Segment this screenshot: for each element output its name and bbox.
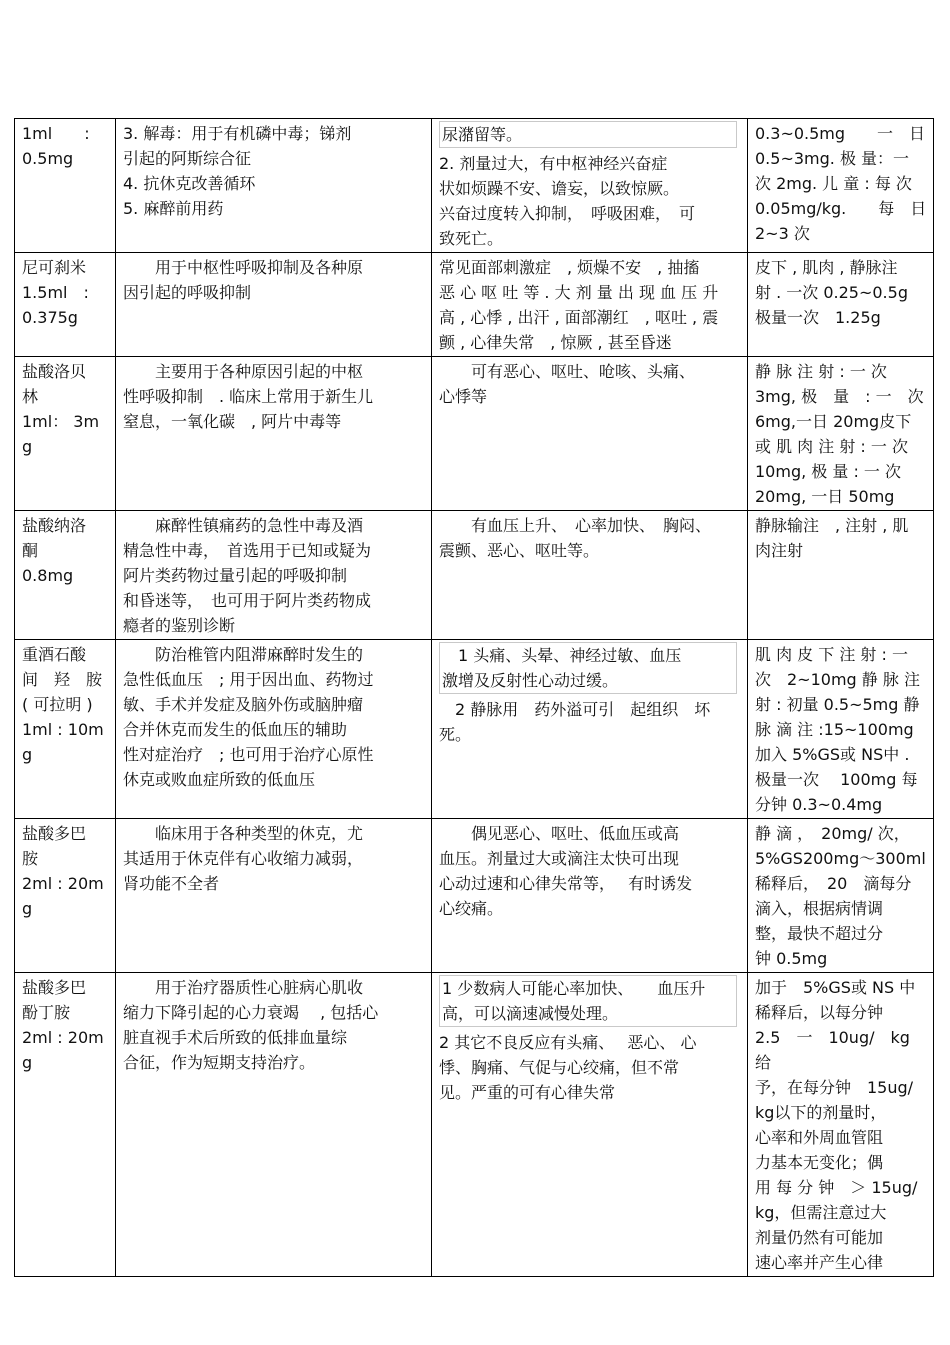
- drug-name-cell-line: 2ml : 20mg: [22, 874, 104, 918]
- indication-cell: [116, 973, 432, 1277]
- adverse-reaction-cell-line: 1 头痛、头晕、神经过敏、血压: [442, 646, 682, 665]
- indication-cell-line: 脏直视手术后所致的低排血量综: [123, 1028, 348, 1047]
- dosage-cell-line: 2.5 一 10ug/ kg 给: [755, 1028, 910, 1072]
- adverse-reaction-cell-line: 心绞痛。: [439, 899, 504, 918]
- adverse-reaction-cell-line: 心悸等: [439, 387, 488, 406]
- drug-name-cell-line: 0.8mg: [22, 566, 74, 585]
- adverse-reaction-cell: [432, 640, 748, 819]
- adverse-reaction-cell-line: 颤 , 心律失常 , 惊厥 , 甚至昏迷: [439, 333, 672, 352]
- indication-cell-line: 用于中枢性呼吸抑制及各种原: [123, 258, 364, 277]
- dosage-cell-line: 速心率并产生心律: [755, 1253, 884, 1272]
- dosage-cell-line: 滴入，根据病情调: [755, 899, 884, 918]
- highlight-box: [439, 121, 737, 148]
- drug-name-cell-line: 1ml : 10mg: [22, 720, 104, 764]
- highlight-box: [439, 975, 737, 1027]
- dosage-cell: [748, 511, 934, 640]
- drug-name-cell-line: 林: [22, 387, 39, 406]
- drug-name-cell: [15, 640, 116, 819]
- table-row: [15, 253, 934, 357]
- drug-name-cell-line: 重酒石酸: [22, 645, 87, 664]
- indication-cell-line: 其适用于休克伴有心收缩力减弱，: [123, 849, 364, 868]
- dosage-cell-line: 极量一次 100mg 每: [755, 770, 918, 789]
- indication-cell-line: 肾功能不全者: [123, 874, 220, 893]
- dosage-cell-line: 6mg,一日 20mg皮下: [755, 412, 912, 431]
- indication-cell: [116, 511, 432, 640]
- indication-cell-line: 精急性中毒， 首选用于已知或疑为: [123, 541, 372, 560]
- dosage-cell-line: 次 2~10mg 静 脉 注: [755, 670, 920, 689]
- indication-cell-line: 合并休克而发生的低血压的辅助: [123, 720, 348, 739]
- adverse-reaction-cell-line: 常见面部刺激症 , 烦燥不安 , 抽搐: [439, 258, 700, 277]
- indication-cell-line: 3. 解毒：用于有机磷中毒；锑剂: [123, 124, 352, 143]
- drug-name-cell-line: 盐酸多巴: [22, 978, 87, 997]
- adverse-reaction-cell-line: 血压。剂量过大或滴注太快可出现: [439, 849, 680, 868]
- indication-cell-line: 缩力下降引起的心力衰竭 , 包括心: [123, 1003, 379, 1022]
- adverse-reaction-cell-line: 心动过速和心律失常等， 有时诱发: [439, 874, 693, 893]
- dosage-cell-line: 剂量仍然有可能加: [755, 1228, 884, 1247]
- drug-name-cell-line: ( 可拉明 ): [22, 695, 93, 714]
- adverse-reaction-cell-line: 高 , 心悸 , 出汗 , 面部潮红 , 呕吐 , 震: [439, 308, 719, 327]
- indication-cell: [116, 640, 432, 819]
- adverse-reaction-cell-line: 高，可以滴速减慢处理。: [442, 1004, 619, 1023]
- dosage-cell-line: 予，在每分钟 15ug/: [755, 1078, 914, 1097]
- dosage-cell-line: 用 每 分 钟 ＞ 15ug/: [755, 1178, 918, 1197]
- drug-table: [14, 118, 934, 1277]
- indication-cell-line: 瘾者的鉴别诊断: [123, 616, 236, 635]
- dosage-cell-line: 肉注射: [755, 541, 804, 560]
- dosage-cell-line: 皮下 , 肌肉 , 静脉注: [755, 258, 898, 277]
- drug-name-cell-line: 1.5ml :: [22, 283, 89, 302]
- dosage-cell-line: 极量一次 1.25g: [755, 308, 881, 327]
- dosage-cell-line: 或 肌 肉 注 射 : 一 次: [755, 437, 908, 456]
- indication-cell-line: 主要用于各种原因引起的中枢: [123, 362, 364, 381]
- indication-cell-line: 4. 抗休克改善循环: [123, 174, 256, 193]
- adverse-reaction-cell-line: 致死亡。: [439, 229, 504, 248]
- table-row: [15, 357, 934, 511]
- highlight-box: [439, 642, 737, 694]
- indication-cell-line: 和昏迷等， 也可用于阿片类药物成: [123, 591, 372, 610]
- adverse-reaction-cell-line: 震颤、恶心、呕吐等。: [439, 541, 600, 560]
- dosage-cell: [748, 819, 934, 973]
- indication-cell: [116, 819, 432, 973]
- indication-cell-line: 休克或败血症所致的低血压: [123, 770, 316, 789]
- drug-name-cell-line: 0.5mg: [22, 149, 74, 168]
- adverse-reaction-cell-line: 尿潴留等。: [442, 125, 523, 144]
- dosage-cell-line: 整，最快不超过分: [755, 924, 884, 943]
- adverse-reaction-cell-line: 2 静脉用 药外溢可引 起组织 坏: [439, 700, 711, 719]
- drug-name-cell-line: 1ml :: [22, 124, 90, 143]
- drug-name-cell: [15, 357, 116, 511]
- adverse-reaction-cell-line: 可有恶心、呕吐、呛咳、头痛、: [439, 362, 696, 381]
- indication-cell: [116, 253, 432, 357]
- dosage-cell: [748, 119, 934, 253]
- dosage-cell-line: 射 : 初量 0.5~5mg 静: [755, 695, 920, 714]
- dosage-cell-line: 20mg, 一日 50mg: [755, 487, 895, 506]
- drug-name-cell: [15, 119, 116, 253]
- dosage-cell-line: 0.05mg/kg. 每 日: [755, 199, 927, 218]
- dosage-cell: [748, 973, 934, 1277]
- drug-name-cell-line: 间 羟 胺: [22, 670, 103, 689]
- drug-name-cell: [15, 253, 116, 357]
- adverse-reaction-cell-line: 见。严重的可有心律失常: [439, 1083, 616, 1102]
- drug-name-cell: [15, 973, 116, 1277]
- indication-cell-line: 性呼吸抑制 . 临床上常用于新生儿: [123, 387, 374, 406]
- drug-name-cell-line: 盐酸洛贝: [22, 362, 87, 381]
- indication-cell-line: 麻醉性镇痛药的急性中毒及酒: [123, 516, 364, 535]
- drug-name-cell-line: 尼可刹米: [22, 258, 87, 277]
- dosage-cell-line: 3mg, 极 量 : 一 次: [755, 387, 924, 406]
- indication-cell-line: 阿片类药物过量引起的呼吸抑制: [123, 566, 348, 585]
- dosage-cell-line: kg，但需注意过大: [755, 1203, 887, 1222]
- adverse-reaction-cell-line: 激增及反射性心动过缓。: [442, 671, 619, 690]
- drug-name-cell: [15, 819, 116, 973]
- indication-cell-line: 临床用于各种类型的休克，尤: [123, 824, 364, 843]
- drug-name-cell-line: 酚丁胺: [22, 1003, 71, 1022]
- indication-cell-line: 防治椎管内阻滞麻醉时发生的: [123, 645, 364, 664]
- adverse-reaction-cell-line: 状如烦躁不安、谵妄，以致惊厥。: [439, 179, 680, 198]
- dosage-cell-line: 钟 0.5mg: [755, 949, 828, 968]
- indication-cell-line: 性对症治疗 ; 也可用于治疗心原性: [123, 745, 374, 764]
- indication-cell-line: 合征，作为短期支持治疗。: [123, 1053, 316, 1072]
- indication-cell-line: 引起的阿斯综合征: [123, 149, 252, 168]
- dosage-cell-line: 0.3~0.5mg 一 日: [755, 124, 926, 143]
- drug-name-cell-line: 0.375g: [22, 308, 78, 327]
- dosage-cell-line: 稀释后，以每分钟: [755, 1003, 884, 1022]
- indication-cell-line: 用于治疗器质性心脏病心肌收: [123, 978, 364, 997]
- dosage-cell-line: 射 . 一次 0.25~0.5g: [755, 283, 908, 302]
- adverse-reaction-cell-line: 偶见恶心、呕吐、低血压或高: [439, 824, 680, 843]
- adverse-reaction-cell: [432, 253, 748, 357]
- dosage-cell-line: 静脉输注 , 注射 , 肌: [755, 516, 909, 535]
- drug-name-cell-line: 盐酸多巴: [22, 824, 87, 843]
- dosage-cell-line: 次 2mg. 儿 童 : 每 次: [755, 174, 912, 193]
- table-row: [15, 119, 934, 253]
- dosage-cell-line: 肌 肉 皮 下 注 射 : 一: [755, 645, 908, 664]
- dosage-cell: [748, 357, 934, 511]
- adverse-reaction-cell-line: 2 其它不良反应有头痛、 恶心、 心: [439, 1033, 697, 1052]
- indication-cell-line: 急性低血压 ; 用于因出血、药物过: [123, 670, 374, 689]
- dosage-cell: [748, 640, 934, 819]
- dosage-cell-line: 加入 5%GS或 NS中 .: [755, 745, 910, 764]
- dosage-cell-line: 2~3 次: [755, 224, 810, 243]
- adverse-reaction-cell-line: 悸、胸痛、气促与心绞痛，但不常: [439, 1058, 680, 1077]
- dosage-cell-line: 分钟 0.3~0.4mg: [755, 795, 883, 814]
- dosage-cell-line: kg以下的剂量时，: [755, 1103, 887, 1122]
- drug-name-cell-line: 1ml： 3mg: [22, 412, 100, 456]
- adverse-reaction-cell-line: 2. 剂量过大，有中枢神经兴奋症: [439, 154, 668, 173]
- adverse-reaction-cell-line: 兴奋过度转入抑制， 呼吸困难， 可: [439, 204, 696, 223]
- dosage-cell-line: 静 滴 ， 20mg/ 次，: [755, 824, 910, 843]
- table-row: [15, 819, 934, 973]
- table-row: [15, 511, 934, 640]
- adverse-reaction-cell-line: 1 少数病人可能心率加快、 血压升: [442, 979, 706, 998]
- dosage-cell-line: 静 脉 注 射 : 一 次: [755, 362, 887, 381]
- drug-name-cell-line: 胺: [22, 849, 39, 868]
- dosage-cell-line: 心率和外周血管阻: [755, 1128, 884, 1147]
- drug-table-body: [15, 119, 934, 1277]
- dosage-cell-line: 力基本无变化；偶: [755, 1153, 884, 1172]
- adverse-reaction-cell: [432, 973, 748, 1277]
- dosage-cell-line: 脉 滴 注 :15~100mg: [755, 720, 914, 739]
- drug-name-cell-line: 酮: [22, 541, 39, 560]
- adverse-reaction-cell-line: 死。: [439, 725, 472, 744]
- indication-cell-line: 因引起的呼吸抑制: [123, 283, 252, 302]
- indication-cell: [116, 119, 432, 253]
- dosage-cell-line: 5%GS200mg～300ml: [755, 849, 926, 868]
- adverse-reaction-cell-line: 恶 心 呕 吐 等 . 大 剂 量 出 现 血 压 升: [439, 283, 719, 302]
- table-row: [15, 973, 934, 1277]
- drug-name-cell-line: 2ml : 20mg: [22, 1028, 104, 1072]
- dosage-cell-line: 稀释后， 20 滴每分: [755, 874, 912, 893]
- adverse-reaction-cell: [432, 357, 748, 511]
- dosage-cell: [748, 253, 934, 357]
- dosage-cell-line: 10mg, 极 量 : 一 次: [755, 462, 902, 481]
- adverse-reaction-cell: [432, 819, 748, 973]
- dosage-cell-line: 加于 5%GS或 NS 中: [755, 978, 916, 997]
- indication-cell-line: 窒息，一氧化碳 , 阿片中毒等: [123, 412, 342, 431]
- adverse-reaction-cell-line: 有血压上升、 心率加快、 胸闷、: [439, 516, 712, 535]
- drug-name-cell: [15, 511, 116, 640]
- dosage-cell-line: 0.5~3mg. 极 量：一: [755, 149, 910, 168]
- indication-cell-line: 5. 麻醉前用药: [123, 199, 224, 218]
- drug-name-cell-line: 盐酸纳洛: [22, 516, 87, 535]
- indication-cell: [116, 357, 432, 511]
- indication-cell-line: 敏、手术并发症及脑外伤或脑肿瘤: [123, 695, 364, 714]
- adverse-reaction-cell: [432, 119, 748, 253]
- adverse-reaction-cell: [432, 511, 748, 640]
- table-row: [15, 640, 934, 819]
